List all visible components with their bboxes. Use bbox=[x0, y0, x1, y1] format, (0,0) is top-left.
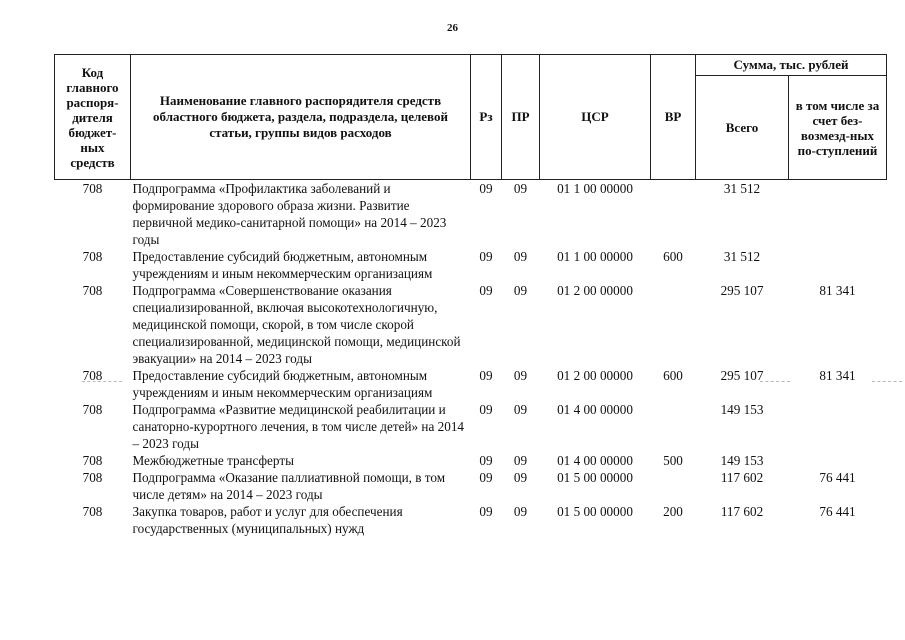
cell-vr: 600 bbox=[663, 368, 683, 383]
cell-total: 149 153 bbox=[720, 402, 764, 417]
cell-csr: 01 2 00 00000 bbox=[557, 283, 633, 298]
header-total: Всего bbox=[696, 76, 789, 180]
cell-vr: 200 bbox=[663, 504, 683, 519]
cell-name: Подпрограмма «Оказание паллиативной помощи, в том числе детям» на 2014 – 2023 годы bbox=[132, 470, 446, 502]
cell-csr: 01 4 00 00000 bbox=[557, 402, 633, 417]
cell-vr bbox=[651, 401, 696, 452]
cell-pr: 09 bbox=[513, 402, 528, 417]
cell-total: 117 602 bbox=[720, 504, 764, 519]
header-name: Наименование главного распорядителя средств областного бюджета, раздела, подраздела, целевой статьи, группы видов расходов bbox=[131, 55, 471, 180]
cell-vr: 600 bbox=[663, 249, 683, 264]
cell-total: 149 153 bbox=[720, 453, 764, 468]
cell-code: 708 bbox=[82, 181, 103, 196]
cell-rz: 09 bbox=[479, 504, 493, 519]
cell-csr: 01 1 00 00000 bbox=[557, 181, 633, 196]
table-row bbox=[55, 469, 887, 503]
cell-pr: 09 bbox=[513, 504, 528, 519]
cell-pr: 09 bbox=[513, 368, 528, 383]
cell-rz: 09 bbox=[479, 453, 493, 468]
page-number: 26 bbox=[447, 22, 458, 34]
cell-pr: 09 bbox=[513, 181, 528, 196]
header-pr: ПР bbox=[502, 55, 540, 180]
header-sum: Сумма, тыс. рублей bbox=[696, 55, 887, 76]
cell-pr: 09 bbox=[513, 283, 528, 298]
cell-pr: 09 bbox=[513, 249, 528, 264]
header-vr: ВР bbox=[651, 55, 696, 180]
cell-free: 81 341 bbox=[819, 283, 856, 298]
cell-rz: 09 bbox=[479, 283, 493, 298]
cell-free: 76 441 bbox=[819, 470, 856, 485]
cell-name: Подпрограмма «Развитие медицинской реабилитации и санаторно-курортного лечения, в том числе детей» на 2014 – 2023 годы bbox=[132, 402, 465, 451]
cell-total: 31 512 bbox=[723, 181, 761, 196]
cell-name: Подпрограмма «Профилактика заболеваний и формирование здорового образа жизни. Развитие первичной медико-санитарной помощи» на 2014 – 2023 годы bbox=[132, 181, 447, 247]
cell-total: 117 602 bbox=[720, 470, 764, 485]
cell-name: Межбюджетные трансферты bbox=[132, 453, 294, 468]
table-body bbox=[55, 180, 887, 538]
cell-vr: 500 bbox=[663, 453, 683, 468]
scan-artifact-line bbox=[872, 381, 902, 382]
table-row bbox=[55, 180, 887, 249]
header-free: в том числе за счет без-возмезд-ных по-ступлений bbox=[789, 76, 887, 180]
table-row bbox=[55, 367, 887, 401]
cell-csr: 01 4 00 00000 bbox=[557, 453, 633, 468]
cell-code: 708 bbox=[82, 504, 103, 519]
cell-rz: 09 bbox=[479, 368, 493, 383]
cell-code: 708 bbox=[82, 283, 103, 298]
header-code: Код главного распоря-дителя бюджет-ных средств bbox=[55, 55, 131, 180]
cell-free bbox=[789, 248, 887, 282]
cell-code: 708 bbox=[82, 453, 103, 468]
cell-csr: 01 1 00 00000 bbox=[557, 249, 633, 264]
cell-code: 708 bbox=[82, 470, 103, 485]
cell-free: 76 441 bbox=[819, 504, 856, 519]
cell-code: 708 bbox=[82, 368, 103, 383]
cell-pr: 09 bbox=[513, 453, 528, 468]
budget-table bbox=[54, 54, 887, 537]
cell-name: Подпрограмма «Совершенствование оказания специализированной, включая высокотехнологичную, медицинской помощи, скорой, в том числе скорой специализированной, медицинской помощи, медицинской эвакуации» на 2014 – 2023 годы bbox=[132, 283, 461, 366]
table-header bbox=[55, 55, 887, 180]
cell-vr bbox=[651, 469, 696, 503]
header-rz: Рз bbox=[471, 55, 502, 180]
cell-csr: 01 5 00 00000 bbox=[557, 504, 633, 519]
cell-vr bbox=[651, 282, 696, 367]
cell-name: Предоставление субсидий бюджетным, автономным учреждениям и иным некоммерческим организациям bbox=[132, 368, 433, 400]
cell-rz: 09 bbox=[479, 402, 493, 417]
cell-free bbox=[789, 452, 887, 469]
cell-csr: 01 2 00 00000 bbox=[557, 368, 633, 383]
cell-free: 81 341 bbox=[819, 368, 856, 383]
cell-code: 708 bbox=[82, 249, 103, 264]
table-row bbox=[55, 248, 887, 282]
table-row bbox=[55, 282, 887, 367]
cell-free bbox=[789, 180, 887, 249]
cell-csr: 01 5 00 00000 bbox=[557, 470, 633, 485]
cell-code: 708 bbox=[82, 402, 103, 417]
cell-total: 295 107 bbox=[720, 283, 764, 298]
cell-rz: 09 bbox=[479, 181, 493, 196]
cell-rz: 09 bbox=[479, 249, 493, 264]
cell-name: Предоставление субсидий бюджетным, автономным учреждениям и иным некоммерческим организациям bbox=[132, 249, 433, 281]
table-row bbox=[55, 452, 887, 469]
cell-vr bbox=[651, 180, 696, 249]
cell-name: Закупка товаров, работ и услуг для обеспечения государственных (муниципальных) нужд bbox=[132, 504, 403, 536]
cell-pr: 09 bbox=[513, 470, 528, 485]
header-csr: ЦСР bbox=[540, 55, 651, 180]
table-row bbox=[55, 503, 887, 537]
scan-artifact-line bbox=[82, 381, 122, 382]
cell-total: 31 512 bbox=[723, 249, 761, 264]
table-row bbox=[55, 401, 887, 452]
cell-free bbox=[789, 401, 887, 452]
scan-artifact-line bbox=[760, 381, 790, 382]
cell-rz: 09 bbox=[479, 470, 493, 485]
cell-total: 295 107 bbox=[720, 368, 764, 383]
